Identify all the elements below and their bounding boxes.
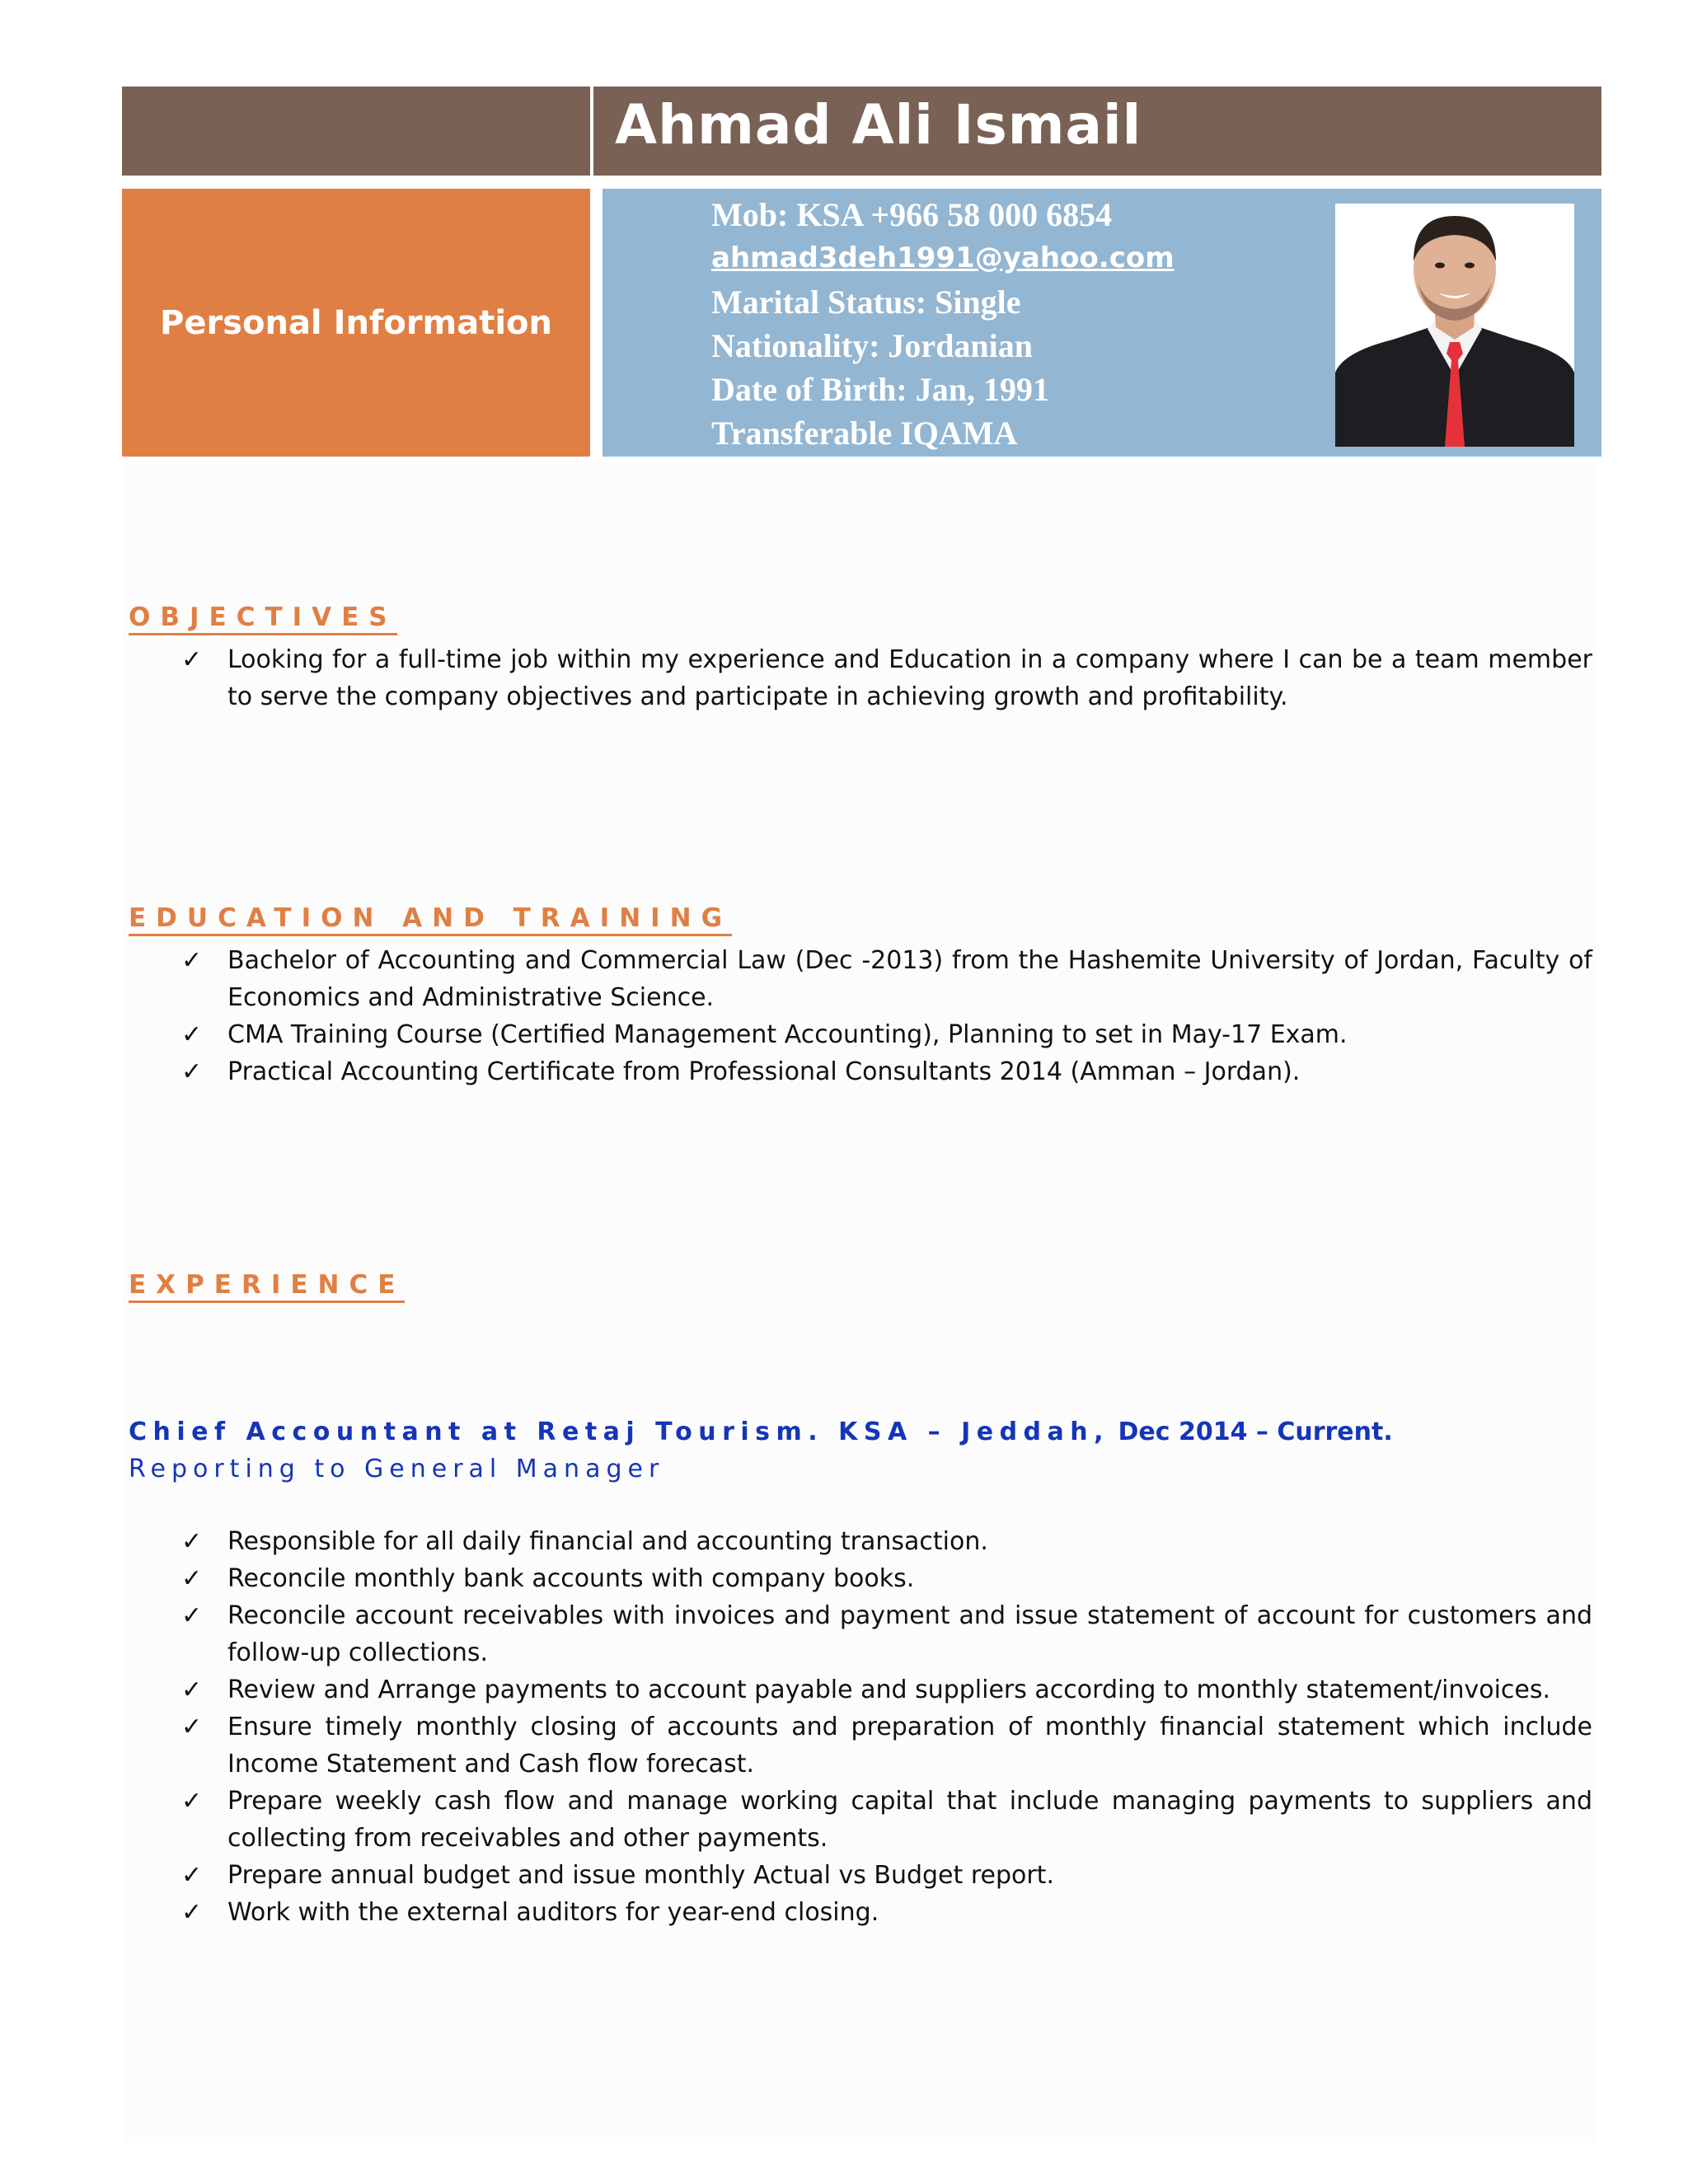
checkmark-icon: ✓ xyxy=(181,645,203,674)
objectives-heading: OBJECTIVES xyxy=(129,602,397,635)
checkmark-icon: ✓ xyxy=(181,946,203,975)
list-item-text: Review and Arrange payments to account payable and suppliers according to monthly statement/invoices. xyxy=(227,1675,1551,1704)
list-item xyxy=(173,641,1592,715)
list-item-text: Looking for a full-time job within my experience and Education in a company where I can be a team member to serve the company objectives and participate in achieving growth and profitability. xyxy=(227,645,1592,711)
checkmark-icon: ✓ xyxy=(181,1787,203,1816)
nationality: Nationality: Jordanian xyxy=(711,327,1034,364)
iqama-status: Transferable IQAMA xyxy=(711,415,1018,452)
list-item-text: Reconcile monthly bank accounts with company books. xyxy=(227,1564,915,1593)
marital-status: Marital Status: Single xyxy=(711,284,1021,321)
checkmark-icon: ✓ xyxy=(181,1601,203,1630)
list-item-text: Practical Accounting Certificate from Professional Consultants 2014 (Amman – Jordan). xyxy=(227,1057,1301,1086)
list-item xyxy=(173,1671,1592,1708)
profile-photo xyxy=(1335,204,1574,447)
list-item xyxy=(173,942,1592,1016)
candidate-name: Ahmad Ali Ismail xyxy=(615,93,1142,157)
education-heading: EDUCATION AND TRAINING xyxy=(129,902,732,936)
list-item xyxy=(173,1708,1592,1783)
list-item xyxy=(173,1016,1592,1053)
list-item-text: Bachelor of Accounting and Commercial Law (Dec -2013) from the Hashemite University of Jordan, Faculty of Economics and Administrative Science. xyxy=(227,946,1592,1012)
list-item xyxy=(173,1523,1592,1560)
checkmark-icon: ✓ xyxy=(181,1861,203,1890)
checkmark-icon: ✓ xyxy=(181,1675,203,1704)
job-title-position: Chief Accountant at Retaj Tourism. KSA – Jeddah, xyxy=(129,1418,1110,1446)
personal-info-label-block xyxy=(122,189,590,457)
list-item-text: CMA Training Course (Certified Management Accounting), Planning to set in May-17 Exam. xyxy=(227,1020,1348,1049)
list-item-text: Reconcile account receivables with invoices and payment and issue statement of account for customers and follow-up collections. xyxy=(227,1601,1592,1667)
experience-heading: EXPERIENCE xyxy=(129,1269,405,1303)
checkmark-icon: ✓ xyxy=(181,1898,203,1927)
list-item-text: Responsible for all daily financial and accounting transaction. xyxy=(227,1527,988,1556)
education-list xyxy=(173,942,1592,1090)
list-item-text: Work with the external auditors for year-end closing. xyxy=(227,1898,879,1927)
personal-info-lines xyxy=(711,193,1175,455)
job-title xyxy=(129,1416,1393,1449)
profile-photo-portrait xyxy=(1335,204,1574,447)
list-item xyxy=(173,1783,1592,1857)
list-item xyxy=(173,1053,1592,1090)
checkmark-icon: ✓ xyxy=(181,1527,203,1556)
list-item-text: Ensure timely monthly closing of accounts and preparation of monthly financial statement which include Income Statement and Cash flow forecast. xyxy=(227,1713,1592,1779)
list-item-text: Prepare weekly cash flow and manage working capital that include managing payments to suppliers and collecting from receivables and other payments. xyxy=(227,1787,1592,1853)
checkmark-icon: ✓ xyxy=(181,1564,203,1593)
email-link[interactable]: ahmad3deh1991@yahoo.com xyxy=(711,241,1175,274)
mobile-number: Mob: KSA +966 58 000 6854 xyxy=(711,196,1113,233)
list-item xyxy=(173,1597,1592,1671)
job-reporting-line: Reporting to General Manager xyxy=(129,1455,665,1483)
list-item-text: Prepare annual budget and issue monthly Actual vs Budget report. xyxy=(227,1861,1054,1890)
personal-info-details-block xyxy=(603,189,1601,457)
checkmark-icon: ✓ xyxy=(181,1713,203,1741)
experience-list xyxy=(173,1523,1592,1931)
list-item xyxy=(173,1894,1592,1931)
objectives-list xyxy=(173,641,1592,715)
list-item xyxy=(173,1857,1592,1894)
personal-info-label: Personal Information xyxy=(160,303,552,342)
checkmark-icon: ✓ xyxy=(181,1020,203,1049)
name-bar-divider xyxy=(590,87,593,176)
list-item xyxy=(173,1560,1592,1597)
checkmark-icon: ✓ xyxy=(181,1057,203,1086)
date-of-birth: Date of Birth: Jan, 1991 xyxy=(711,371,1049,408)
job-title-dates: Dec 2014 – Current. xyxy=(1118,1418,1393,1446)
name-bar xyxy=(122,87,1601,176)
